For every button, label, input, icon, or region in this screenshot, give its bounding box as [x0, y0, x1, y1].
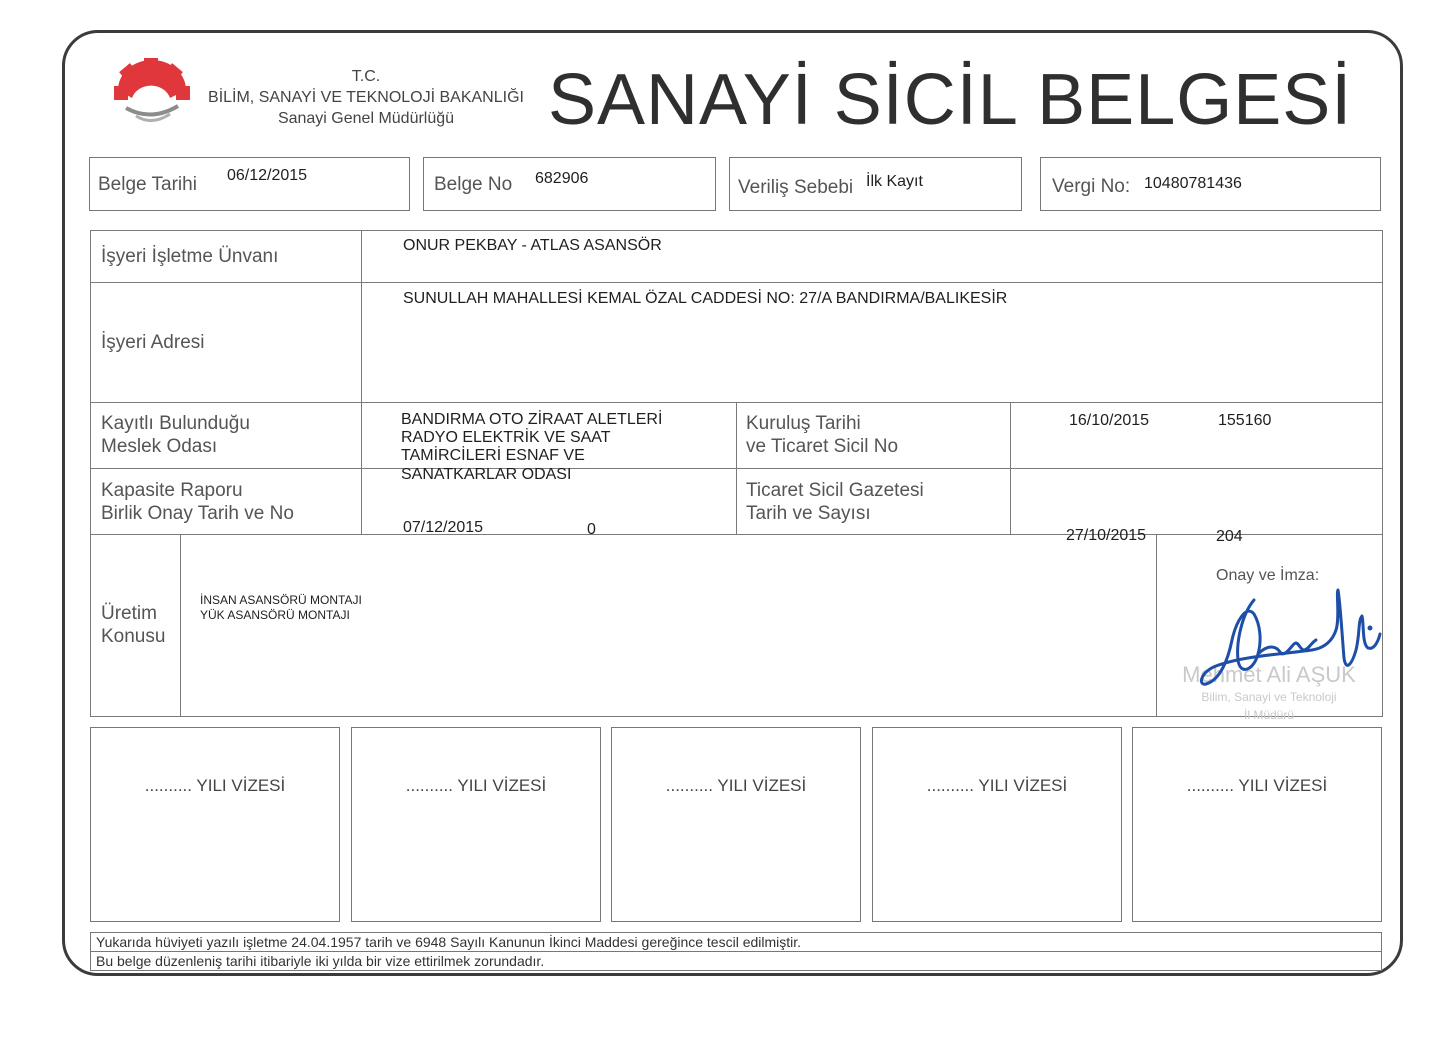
unvan-label: İşyeri İşletme Ünvanı: [101, 246, 279, 267]
unvan-value: ONUR PEKBAY - ATLAS ASANSÖR: [403, 237, 662, 254]
ticaret-sicil-no-value: 155160: [1218, 412, 1272, 429]
uretim-value-1: İNSAN ASANSÖRÜ MONTAJI: [200, 593, 362, 607]
meslek-value-2: RADYO ELEKTRİK VE SAAT: [401, 429, 611, 446]
vergi-no-label: Vergi No:: [1052, 176, 1131, 197]
vize-label-1: .......... YILI VİZESİ: [144, 776, 286, 795]
gazete-label-1: Ticaret Sicil Gazetesi: [746, 480, 924, 501]
belge-tarihi-label: Belge Tarihi: [98, 174, 197, 195]
meslek-value-3: TAMİRCİLERİ ESNAF VE: [401, 447, 585, 464]
vize-box-4: [872, 727, 1122, 922]
meslek-value-4: SANATKARLAR ODASI: [401, 466, 572, 483]
stamp-line-3: İl Müdürü: [1243, 708, 1295, 722]
belge-no-label: Belge No: [434, 174, 513, 195]
vize-box-3: [611, 727, 861, 922]
belge-no-value: 682906: [535, 170, 589, 187]
gazete-label-2: Tarih ve Sayısı: [746, 503, 871, 524]
uretim-label-1: Üretim: [101, 603, 157, 624]
vize-label-5: .......... YILI VİZESİ: [1186, 776, 1328, 795]
vize-box-5: [1132, 727, 1382, 922]
uretim-value-2: YÜK ASANSÖRÜ MONTAJI: [200, 608, 350, 622]
adres-value: SUNULLAH MAHALLESİ KEMAL ÖZAL CADDESİ NO: 27/A BANDIRMA/BALIKESİR: [403, 290, 1008, 307]
verilis-sebebi-label: Veriliş Sebebi: [738, 177, 854, 198]
signature-icon: [1196, 584, 1386, 696]
ministry-name: BİLİM, SANAYİ VE TEKNOLOJİ BAKANLIĞI: [208, 89, 524, 106]
vize-label-2: .......... YILI VİZESİ: [405, 776, 547, 795]
vize-box-2: [351, 727, 601, 922]
footer-line-2: Bu belge düzenleniş tarihi itibariyle iki yılda bir vize ettirilmek zorundadır.: [96, 953, 545, 969]
gazete-tarih-value: 27/10/2015: [1066, 527, 1147, 544]
meslek-label-1: Kayıtlı Bulunduğu: [101, 413, 250, 434]
adres-label: İşyeri Adresi: [101, 332, 205, 353]
onay-imza-label: Onay ve İmza:: [1216, 567, 1320, 584]
stamp-line-2: Bilim, Sanayi ve Teknoloji: [1201, 690, 1337, 704]
kurulus-label-2: ve Ticaret Sicil No: [746, 436, 899, 457]
kapasite-no-value: 0: [587, 521, 596, 538]
ministry-tc: T.C.: [351, 68, 381, 85]
vize-label-4: .......... YILI VİZESİ: [926, 776, 1068, 795]
uretim-label-2: Konusu: [101, 626, 166, 647]
stamp-name: Mehmet Ali AŞUK: [1182, 662, 1356, 687]
belge-tarihi-value: 06/12/2015: [227, 167, 308, 184]
kapasite-tarih-value: 07/12/2015: [403, 519, 484, 536]
gazete-sayi-value: 204: [1216, 528, 1243, 545]
meslek-label-2: Meslek Odası: [101, 436, 218, 457]
vize-box-1: [90, 727, 340, 922]
document-title: SANAYİ SİCİL BELGESİ: [548, 60, 1353, 140]
directorate-name: Sanayi Genel Müdürlüğü: [277, 110, 455, 127]
kurulus-label-1: Kuruluş Tarihi: [746, 413, 861, 434]
footer-line-1: Yukarıda hüviyeti yazılı işletme 24.04.1957 tarih ve 6948 Sayılı Kanunun İkinci Maddesi gereğince tescil edilmiştir.: [96, 934, 802, 950]
vergi-no-value: 10480781436: [1144, 175, 1242, 192]
verilis-sebebi-value: İlk Kayıt: [866, 173, 923, 190]
vize-label-3: .......... YILI VİZESİ: [665, 776, 807, 795]
meslek-value-1: BANDIRMA OTO ZİRAAT ALETLERİ: [401, 411, 663, 428]
kapasite-label-2: Birlik Onay Tarih ve No: [101, 503, 294, 524]
kapasite-label-1: Kapasite Raporu: [101, 480, 243, 501]
kurulus-tarihi-value: 16/10/2015: [1069, 412, 1150, 429]
